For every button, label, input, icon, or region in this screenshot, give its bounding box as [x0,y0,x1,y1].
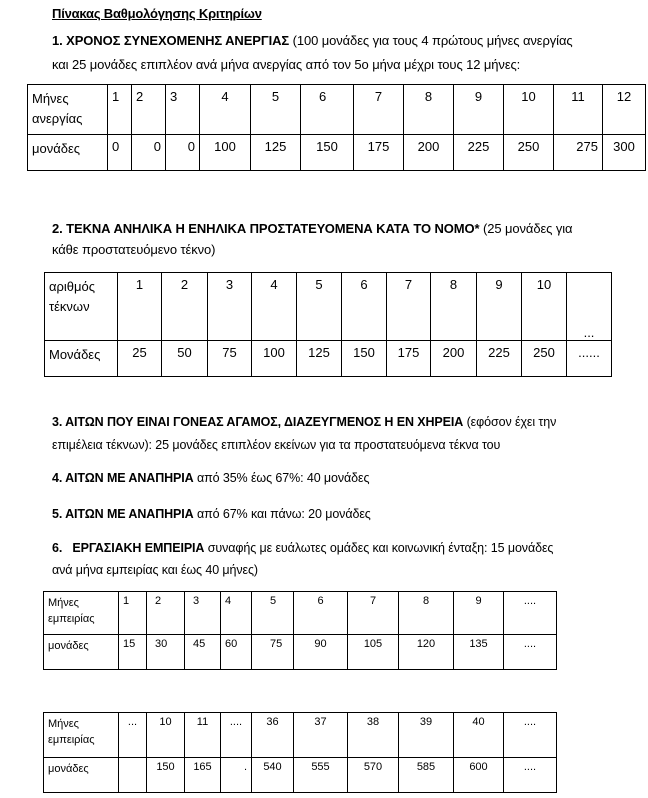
table-row [45,273,612,341]
table-cell: 11 [185,713,221,758]
table-cell: 25 [118,341,162,377]
table-cell: 4 [252,273,297,341]
unemployment-table [27,84,646,171]
section5-heading-bold: 5. ΑΙΤΩΝ ΜΕ ΑΝΑΠΗΡΙΑ [52,507,194,521]
table-cell: .... [504,635,557,670]
table-cell: 60 [221,635,252,670]
section6-heading-rest: συναφής με ευάλωτες ομάδες και κοινωνική ένταξη: 15 μονάδες [204,541,554,555]
table-cell: 39 [399,713,454,758]
table-cell: 135 [454,635,504,670]
row-label: μονάδες [44,635,119,670]
table-row [28,85,646,135]
section6-line2: ανά μήνα εμπειρίας και έως 40 μήνες) [52,563,258,577]
table-cell: 200 [431,341,477,377]
row-label: Μονάδες [45,341,118,377]
section4-heading-rest: από 35% έως 67%: 40 μονάδες [193,471,370,485]
table-cell: 10 [147,713,185,758]
table-cell: 125 [251,135,301,171]
table-cell: 225 [454,135,504,171]
section2-heading-rest: (25 μονάδες για [479,221,573,236]
table-cell: 38 [348,713,399,758]
table-cell: 15 [119,635,147,670]
table-cell: 570 [348,758,399,793]
table-cell: 6 [342,273,387,341]
table-cell: ... [567,273,612,341]
table-cell [119,758,147,793]
section3-heading [52,411,556,433]
table-row [44,758,557,793]
table-cell: 5 [251,85,301,135]
table-cell: 5 [252,592,294,635]
table-cell: 250 [522,341,567,377]
table-row [44,635,557,670]
table-row [28,135,646,171]
row-label: αριθμός τέκνων [45,273,118,341]
table-cell: 150 [342,341,387,377]
table-cell: 150 [147,758,185,793]
section6-heading [52,537,553,559]
table-cell: 40 [454,713,504,758]
table-cell: 10 [522,273,567,341]
table-cell: 100 [252,341,297,377]
section1-heading-rest: (100 μονάδες για τους 4 πρώτους μήνες ανεργίας [289,33,573,48]
table-cell: 1 [119,592,147,635]
table-cell: 7 [387,273,431,341]
table-cell: 555 [294,758,348,793]
table-cell: 3 [185,592,221,635]
table-cell: 540 [252,758,294,793]
table-cell: ... [119,713,147,758]
table-cell: 300 [603,135,646,171]
table-row [44,592,557,635]
page-title: Πίνακας Βαθμολόγησης Κριτηρίων [52,6,262,21]
table-cell: 585 [399,758,454,793]
table-cell: 7 [348,592,399,635]
table-cell: 9 [454,592,504,635]
table-cell: 11 [554,85,603,135]
table-cell: 175 [354,135,404,171]
table-row [45,341,612,377]
row-label: μονάδες [28,135,108,171]
experience-table-b [43,712,557,793]
section3-heading-rest: (εφόσον έχει την [463,415,557,429]
table-cell: 175 [387,341,431,377]
table-cell: 4 [221,592,252,635]
table-cell: 0 [132,135,166,171]
table-cell: 2 [162,273,208,341]
table-cell: 50 [162,341,208,377]
table-cell: 8 [431,273,477,341]
section2-heading-bold: 2. ΤΕΚΝΑ ΑΝΗΛΙΚΑ Η ΕΝΗΛΙΚΑ ΠΡΟΣΤΑΤΕΥΟΜΕΝΑ ΚΑΤΑ ΤΟ ΝΟΜΟ* [52,221,480,236]
table-cell: 0 [108,135,132,171]
table-cell: 30 [147,635,185,670]
table-cell: 8 [404,85,454,135]
table-cell: 275 [554,135,603,171]
table-cell: 100 [200,135,251,171]
table-cell: 12 [603,85,646,135]
table-cell: 90 [294,635,348,670]
table-cell: 6 [294,592,348,635]
table-cell: 1 [118,273,162,341]
table-cell: 36 [252,713,294,758]
table-cell: 45 [185,635,221,670]
table-cell: 165 [185,758,221,793]
table-cell: 225 [477,341,522,377]
children-table [44,272,612,377]
table-cell: 37 [294,713,348,758]
table-cell: 2 [147,592,185,635]
table-cell: 120 [399,635,454,670]
table-cell: 125 [297,341,342,377]
table-cell: 75 [252,635,294,670]
table-row [44,713,557,758]
table-cell: 9 [477,273,522,341]
section3-line2: επιμέλεια τέκνων): 25 μονάδες επιπλέον εκείνων για τα προστατευόμενα τέκνα του [52,438,501,452]
table-cell: .... [504,758,557,793]
table-cell: 2 [132,85,166,135]
row-label: Μήνες εμπειρίας [44,592,119,635]
table-cell: 4 [200,85,251,135]
row-label: Μήνες εμπειρίας [44,713,119,758]
section2-line2: κάθε προστατευόμενο τέκνο) [52,242,216,257]
table-cell: 105 [348,635,399,670]
section3-heading-bold: 3. ΑΙΤΩΝ ΠΟΥ ΕΙΝΑΙ ΓΟΝΕΑΣ ΑΓΑΜΟΣ, ΔΙΑΖΕΥΓΜΕΝΟΣ Η ΕΝ ΧΗΡΕΙΑ [52,415,464,429]
table-cell: 6 [301,85,354,135]
table-cell: 150 [301,135,354,171]
section5-line [52,503,371,525]
table-cell: 0 [166,135,200,171]
table-cell: 7 [354,85,404,135]
section1-heading-bold: 1. ΧΡΟΝΟΣ ΣΥΝΕΧΟΜΕΝΗΣ ΑΝΕΡΓΙΑΣ [52,33,290,48]
table-cell: 9 [454,85,504,135]
section6-heading-bold: 6. ΕΡΓΑΣΙΑΚΗ ΕΜΠΕΙΡΙΑ [52,541,205,555]
section1-line2: και 25 μονάδες επιπλέον ανά μήνα ανεργίας από τον 5ο μήνα μέχρι τους 12 μήνες: [52,57,521,72]
row-label: μονάδες [44,758,119,793]
section1-heading [52,29,573,53]
section4-line [52,467,369,489]
table-cell: .... [504,713,557,758]
section2-heading [52,217,572,241]
table-cell: 200 [404,135,454,171]
table-cell: 8 [399,592,454,635]
table-cell: 3 [166,85,200,135]
table-cell: 10 [504,85,554,135]
section4-heading-bold: 4. ΑΙΤΩΝ ΜΕ ΑΝΑΠΗΡΙΑ [52,471,194,485]
table-cell: 3 [208,273,252,341]
table-cell: 1 [108,85,132,135]
table-cell: ...... [567,341,612,377]
table-cell: .... [504,592,557,635]
table-cell: 250 [504,135,554,171]
table-cell: 600 [454,758,504,793]
section5-heading-rest: από 67% και πάνω: 20 μονάδες [193,507,371,521]
table-cell: . [221,758,252,793]
row-label: Μήνες ανεργίας [28,85,108,135]
table-cell: .... [221,713,252,758]
experience-table-a [43,591,557,670]
table-cell: 5 [297,273,342,341]
table-cell: 75 [208,341,252,377]
